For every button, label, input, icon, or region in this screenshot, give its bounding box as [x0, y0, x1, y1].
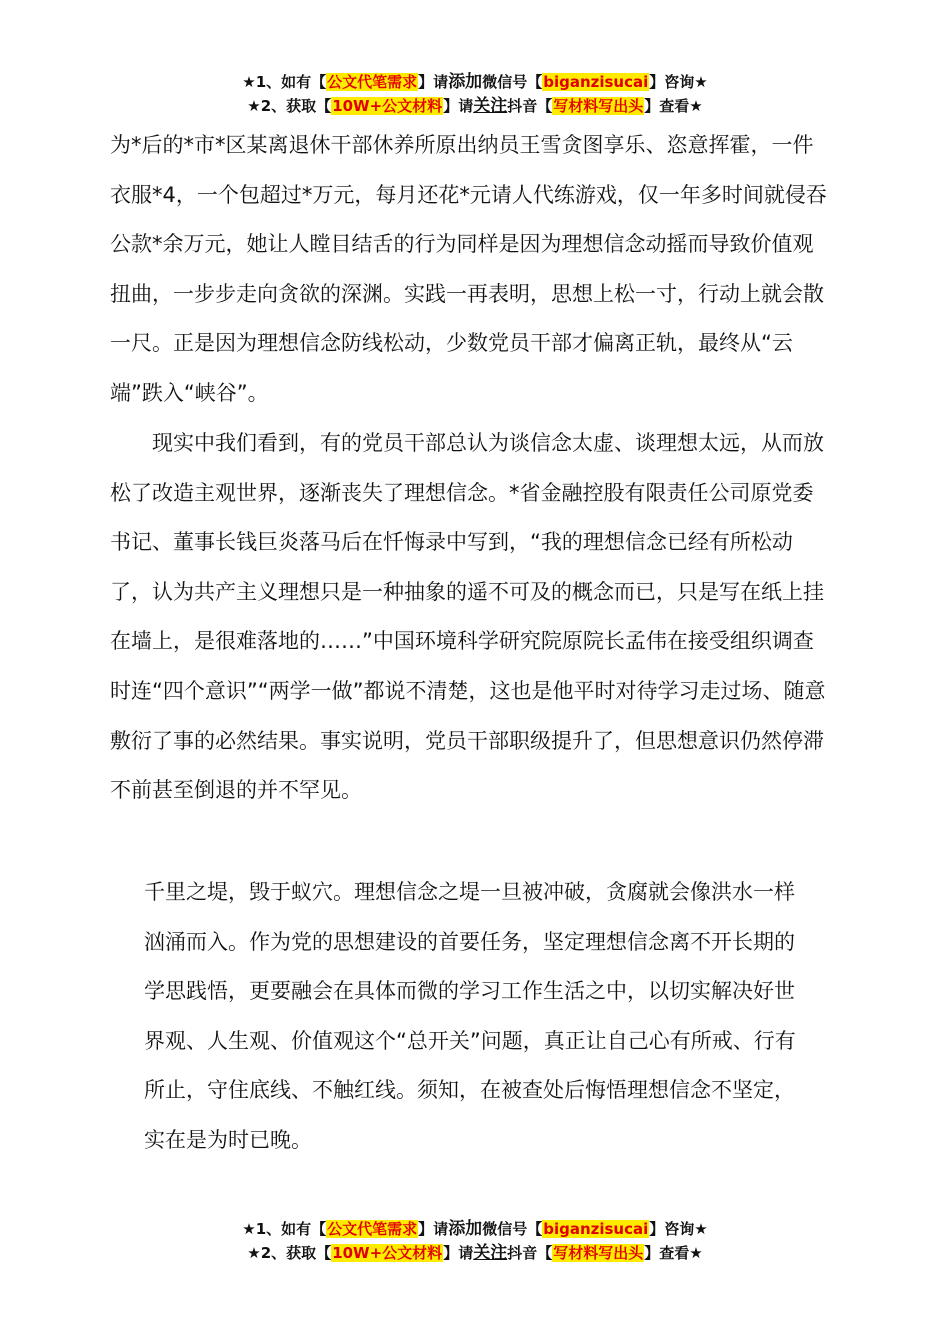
banner-text: 】咨询★ [649, 73, 708, 91]
banner-line-1 [0, 70, 950, 94]
banner-text: 抖音【 [507, 1244, 553, 1262]
banner-text: ★1、如有【 [242, 73, 327, 91]
header-banner [0, 70, 950, 118]
wechat-id-highlight: biganzisucai [543, 1220, 649, 1238]
highlight-text: 公文代笔需求 [327, 1220, 418, 1238]
banner-text: 】请 [418, 73, 449, 91]
wechat-id-highlight: biganzisucai [543, 73, 649, 91]
footer-banner [0, 1217, 950, 1265]
emphasis-text: 添加 [448, 1219, 483, 1239]
banner-text: 】请 [418, 1220, 449, 1238]
banner-line-2 [0, 1241, 950, 1265]
banner-text: 微信号【 [482, 1220, 543, 1238]
banner-text: 抖音【 [507, 97, 553, 115]
banner-text: 】请 [443, 1244, 474, 1262]
emphasis-text: 关注 [473, 96, 508, 116]
emphasis-text: 添加 [448, 72, 483, 92]
highlight-text: 10W+公文材料 [332, 97, 443, 115]
emphasis-text: 关注 [473, 1243, 508, 1263]
banner-text: ★2、获取【 [247, 1244, 332, 1262]
banner-text: 】查看★ [644, 97, 703, 115]
banner-text: 微信号【 [482, 73, 543, 91]
banner-text: 】查看★ [644, 1244, 703, 1262]
douyin-id-highlight: 写材料写出头 [553, 97, 644, 115]
highlight-text: 10W+公文材料 [332, 1244, 443, 1262]
douyin-id-highlight: 写材料写出头 [553, 1244, 644, 1262]
banner-line-1 [0, 1217, 950, 1241]
banner-text: 】请 [443, 97, 474, 115]
body-paragraph-1: 为*后的*市*区某离退休干部休养所原出纳员王雪贪图享乐、恣意挥霍，一件衣服*4，一个包超过*万元，每月还花*元请人代练游戏，仅一年多时间就侵吞公款*余万元，她让人瞠目结舌的行为同样是因为理想信念动摇而导致价值观扭曲，一步步走向贪欲的深渊。实践一再表明，思想上松一寸，行动上就会散一尺。正是因为理想信念防线松动，少数党员干部才偏离正轨，最终从“云端”跌入“峡谷”。 [110, 133, 827, 405]
banner-text: ★1、如有【 [242, 1220, 327, 1238]
banner-text: ★2、获取【 [247, 97, 332, 115]
body-paragraph-2: 现实中我们看到，有的党员干部总认为谈信念太虚、谈理想太远，从而放松了改造主观世界，逐渐丧失了理想信念。*省金融控股有限责任公司原党委书记、董事长钱巨炎落马后在忏悔录中写到，“我的理想信念已经有所松动了，认为共产主义理想只是一种抽象的遥不可及的概念而已，只是写在纸上挂在墙上，是很难落地的……”中国环境科学研究院原院长孟伟在接受组织调查时连“四个意识”“两学一做”都说不清楚，这也是他平时对待学习走过场、随意敷衍了事的必然结果。事实说明，党员干部职级提升了，但思想意识仍然停滞不前甚至倒退的并不罕见。 [110, 431, 826, 803]
highlight-text: 公文代笔需求 [327, 73, 418, 91]
body-paragraph-3: 千里之堤，毁于蚁穴。理想信念之堤一旦被冲破，贪腐就会像洪水一样汹涌而入。作为党的思想建设的首要任务，坚定理想信念离不开长期的学思践悟，更要融会在具体而微的学习工作生活之中，以切实解决好世界观、人生观、价值观这个“总开关”问题，真正让自己心有所戒、行有所止，守住底线、不触红线。须知，在被查处后悔悟理想信念不坚定，实在是为时已晚。 [144, 880, 796, 1152]
banner-line-2 [0, 94, 950, 118]
banner-text: 】咨询★ [649, 1220, 708, 1238]
